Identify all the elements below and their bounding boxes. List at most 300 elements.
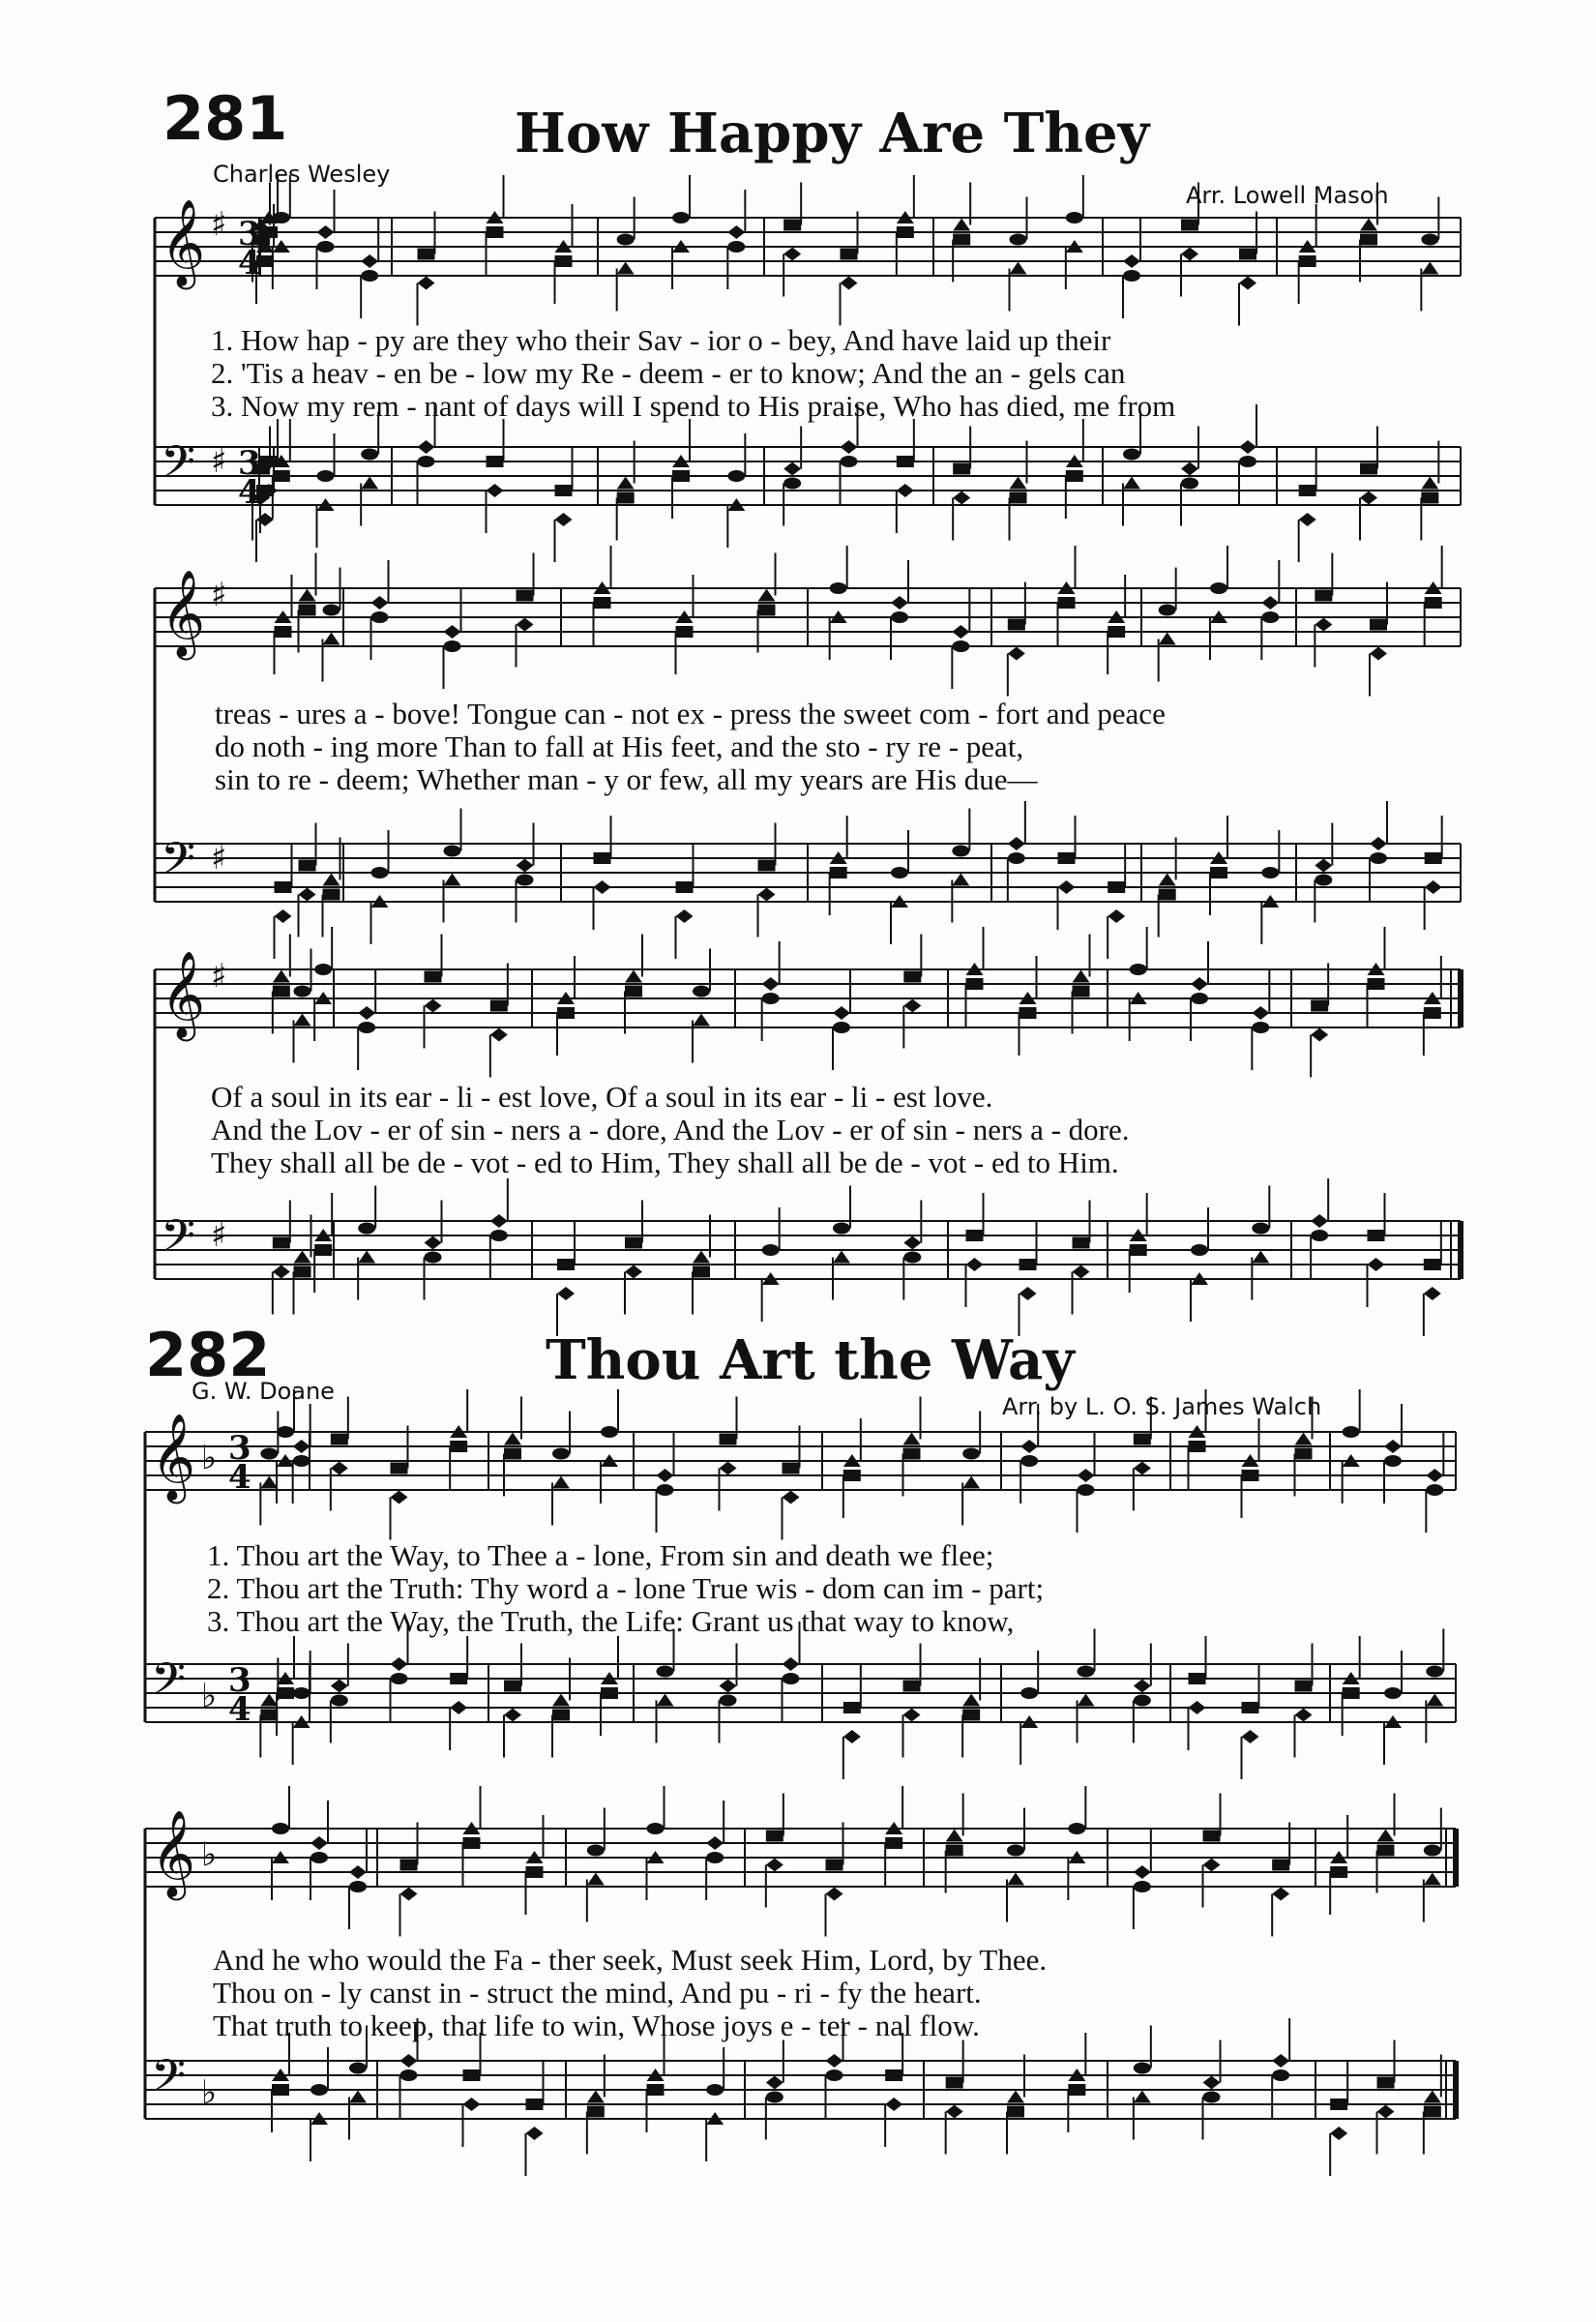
note-head	[830, 867, 847, 878]
note-head	[273, 970, 290, 983]
treble-clef-icon: 𝄞	[161, 951, 206, 1038]
note-head	[833, 1022, 850, 1033]
note-head	[1189, 1701, 1206, 1714]
note-head	[903, 1681, 921, 1692]
note-head	[1134, 2091, 1151, 2103]
note-head	[946, 2077, 963, 2089]
note-head	[727, 225, 745, 239]
note-head	[463, 1837, 481, 1849]
note-head	[783, 248, 801, 261]
note-head	[293, 1440, 310, 1453]
hymn-282-sys2-verse-2: Thou on - ly canst in - struct the mind, And pu - ri - fy the heart.	[213, 1976, 982, 2009]
note-head	[625, 970, 642, 983]
note-head	[1159, 889, 1176, 901]
note-head	[1421, 477, 1438, 490]
note-head	[1007, 2106, 1024, 2118]
note-head	[966, 1230, 984, 1241]
note-head	[1058, 597, 1076, 609]
note-head	[1425, 852, 1442, 864]
note-head	[504, 1433, 521, 1445]
note-head	[273, 212, 290, 223]
note-head	[400, 2069, 418, 2081]
note-head	[625, 1237, 642, 1249]
note-head	[1130, 964, 1147, 975]
note-head	[490, 1000, 508, 1012]
note-head	[966, 1258, 984, 1271]
note-head	[891, 596, 908, 610]
note-head	[450, 1701, 467, 1714]
note-head	[317, 470, 335, 482]
note-head	[1189, 1441, 1206, 1452]
flat-icon: ♭	[201, 1439, 218, 1477]
note-head	[349, 1865, 367, 1879]
note-head	[1252, 1022, 1269, 1033]
note-head	[903, 1709, 921, 1722]
note-head	[1295, 1448, 1313, 1460]
note-head	[1272, 1888, 1289, 1901]
note-head	[557, 1259, 575, 1270]
note-head	[1159, 874, 1176, 886]
bass-clef-icon: 𝄢	[161, 436, 196, 499]
note-head	[1343, 1687, 1360, 1699]
note-head	[1123, 254, 1140, 268]
note-head	[331, 1680, 348, 1693]
note-head	[425, 1252, 442, 1264]
note-head	[557, 1287, 575, 1300]
staves-layer	[145, 218, 1461, 2119]
note-head	[361, 477, 378, 490]
note-head	[273, 1237, 290, 1249]
note-head	[391, 1657, 408, 1671]
note-head	[1058, 880, 1076, 894]
note-head	[952, 640, 969, 652]
note-head	[314, 964, 332, 975]
note-head	[841, 456, 858, 467]
hymn-282-number: 282	[145, 1320, 271, 1390]
note-head	[444, 625, 461, 639]
note-head	[1272, 2054, 1289, 2068]
note-head	[672, 212, 690, 223]
note-head	[1203, 1859, 1221, 1872]
note-head	[706, 1852, 724, 1863]
note-head	[720, 1695, 737, 1707]
note-head	[897, 484, 914, 497]
note-head	[400, 1888, 418, 1901]
note-head	[1189, 1673, 1206, 1684]
note-head	[1424, 1287, 1441, 1300]
note-head	[833, 1006, 850, 1020]
note-head	[1239, 277, 1256, 290]
note-head	[1360, 491, 1377, 505]
hymn-282-title: Thou Art the Way	[546, 1328, 1075, 1392]
note-head	[783, 220, 801, 231]
note-head	[1008, 619, 1025, 631]
note-head	[1426, 1694, 1443, 1707]
note-head	[1108, 881, 1125, 893]
note-head	[1203, 2076, 1221, 2090]
note-head	[766, 1859, 783, 1872]
note-head	[294, 1266, 311, 1278]
time-signature-top: 3	[228, 1661, 251, 1700]
note-head	[1159, 605, 1176, 616]
time-signature-bottom: 4	[238, 244, 261, 283]
note-head	[903, 1236, 921, 1250]
note-head	[1424, 1259, 1441, 1270]
note-head	[706, 1836, 724, 1850]
note-head	[693, 1266, 710, 1278]
note-head	[758, 605, 776, 616]
clefs-layer	[151, 199, 226, 2113]
note-head	[1261, 611, 1279, 623]
note-head	[1210, 867, 1227, 878]
note-head	[833, 1223, 850, 1235]
note-head	[1426, 1484, 1443, 1496]
note-head	[490, 1230, 508, 1241]
note-head	[1384, 1687, 1402, 1699]
note-head	[946, 1845, 963, 1857]
note-head	[1010, 477, 1027, 490]
note-head	[826, 2069, 843, 2081]
note-head	[1377, 2077, 1395, 2089]
note-head	[1123, 477, 1140, 490]
note-head	[1181, 478, 1198, 490]
note-head	[1315, 859, 1332, 873]
note-head	[953, 491, 970, 505]
note-head	[903, 1433, 921, 1445]
sharp-icon: ♯	[211, 839, 227, 878]
note-head	[952, 625, 969, 639]
note-head	[391, 1491, 408, 1504]
note-head	[693, 1014, 710, 1027]
note-head	[885, 1837, 902, 1849]
note-head	[1181, 220, 1198, 231]
sharp-icon: ♯	[211, 442, 227, 481]
note-head	[758, 888, 776, 902]
note-head	[1368, 978, 1385, 990]
note-head	[762, 993, 780, 1004]
note-head	[358, 1022, 375, 1033]
note-head	[1368, 1258, 1385, 1271]
note-head	[555, 255, 573, 267]
note-head	[299, 589, 316, 602]
note-head	[1311, 1214, 1328, 1228]
note-head	[1073, 1265, 1090, 1279]
note-head	[962, 1694, 980, 1707]
bass-clef-icon: 𝄢	[161, 833, 196, 896]
note-head	[826, 2054, 843, 2068]
note-head	[317, 225, 335, 239]
note-head	[903, 1448, 921, 1460]
note-head	[706, 2084, 724, 2096]
note-head	[783, 478, 801, 490]
note-head	[587, 2106, 605, 2118]
note-head	[594, 597, 611, 609]
treble-clef-icon: 𝄞	[161, 570, 206, 657]
hymn-282-sys2-verse-1: And he who would the Fa - ther seek, Must seek Him, Lord, by Thee.	[213, 1943, 1048, 1977]
hymn-281-number: 281	[163, 83, 288, 154]
note-head	[962, 1476, 980, 1489]
time-signature-bottom: 4	[228, 1458, 251, 1497]
note-head	[317, 241, 335, 253]
note-head	[331, 1434, 348, 1445]
note-head	[720, 1462, 737, 1475]
hymn-281-sys3-verse-2: And the Lov - er of sin - ners a - dore, And the Lov - er of sin - ners a - dore.	[211, 1113, 1130, 1146]
note-head	[349, 2091, 367, 2103]
note-head	[418, 249, 435, 260]
time-signature-top: 3	[238, 215, 261, 253]
note-head	[1424, 1007, 1441, 1019]
note-head	[1020, 1287, 1037, 1300]
note-head	[1078, 1694, 1095, 1707]
note-head	[418, 440, 435, 454]
note-head	[490, 1214, 508, 1228]
note-head	[1252, 1006, 1269, 1020]
note-head	[1421, 262, 1438, 275]
note-head	[323, 605, 340, 616]
hymn-282-sys1-verse-1: 1. Thou art the Way, to Thee a - lone, From sin and death we flee;	[207, 1538, 994, 1572]
note-head	[1377, 1830, 1395, 1842]
note-head	[1370, 837, 1387, 850]
note-head	[418, 456, 435, 467]
time-signature-bottom: 4	[238, 473, 261, 512]
note-head	[1239, 249, 1256, 260]
note-head	[601, 1687, 618, 1699]
note-head	[1311, 1000, 1328, 1012]
flat-icon: ♭	[201, 1677, 218, 1715]
note-head	[1252, 1223, 1269, 1235]
note-head	[371, 611, 389, 623]
note-head	[273, 1265, 290, 1279]
note-head	[293, 1455, 310, 1467]
note-head	[1134, 1865, 1151, 1879]
note-head	[1073, 986, 1090, 997]
note-head	[526, 1866, 544, 1878]
note-head	[425, 999, 442, 1013]
note-head	[1134, 1462, 1151, 1475]
note-head	[1020, 1687, 1038, 1699]
note-head	[1134, 1680, 1151, 1693]
note-head	[617, 477, 635, 490]
note-head	[444, 874, 461, 886]
hymn-282-sys2-verse-3: That truth to keep, that life to win, Whose joys e - ter - nal flow.	[213, 2009, 980, 2042]
note-head	[625, 1265, 642, 1279]
note-head	[830, 582, 847, 594]
note-head	[400, 2054, 418, 2068]
note-head	[720, 1680, 737, 1693]
note-head	[1242, 1730, 1259, 1743]
note-head	[841, 440, 858, 454]
note-head	[783, 462, 801, 476]
note-head	[657, 1694, 674, 1707]
note-head	[1159, 633, 1176, 645]
note-head	[625, 986, 642, 997]
note-head	[526, 2127, 544, 2140]
note-head	[293, 1687, 310, 1699]
note-head	[657, 1469, 674, 1482]
bass-clef-icon: 𝄢	[161, 1210, 196, 1273]
hymn-281-sys2-verse-2: do noth - ing more Than to fall at His feet, and the sto - ry re - peat,	[215, 729, 1024, 763]
note-head	[450, 1673, 467, 1684]
note-head	[275, 626, 292, 638]
note-head	[1299, 485, 1316, 496]
note-head	[1007, 1845, 1024, 1857]
note-head	[314, 1244, 332, 1256]
note-head	[962, 1710, 980, 1721]
hymn-281-title: How Happy Are They	[515, 102, 1150, 165]
note-head	[1066, 212, 1083, 223]
note-head	[897, 456, 914, 467]
note-head	[758, 860, 776, 872]
note-head	[1272, 2069, 1289, 2081]
note-head	[841, 277, 858, 290]
hymn-281-sys1-verse-3: 3. Now my rem - nant of days will I spend to His praise, Who has died, me from	[211, 389, 1176, 423]
note-head	[272, 2084, 289, 2096]
note-head	[260, 1710, 278, 1721]
note-head	[310, 2084, 328, 2096]
note-head	[1078, 1469, 1095, 1482]
note-head	[1426, 1469, 1443, 1482]
note-head	[1299, 513, 1316, 526]
note-head	[526, 2099, 544, 2110]
note-head	[1191, 1244, 1208, 1256]
note-head	[1315, 875, 1332, 886]
note-head	[617, 492, 635, 504]
note-head	[1295, 1709, 1313, 1722]
note-head	[1008, 852, 1025, 864]
note-head	[885, 2098, 902, 2111]
note-head	[277, 1426, 294, 1438]
note-head	[766, 2092, 783, 2103]
note-head	[1330, 2127, 1347, 2140]
hymn-282-arranger: Arr. by L. O. S. James Walch	[1002, 1393, 1322, 1420]
note-head	[946, 1830, 963, 1842]
note-head	[294, 1251, 311, 1264]
note-head	[843, 1730, 861, 1743]
note-head	[463, 2069, 481, 2081]
note-head	[1370, 647, 1387, 661]
note-head	[1010, 234, 1027, 246]
note-head	[1377, 1845, 1395, 1857]
note-head	[1295, 1433, 1313, 1445]
note-head	[1421, 492, 1438, 504]
note-head	[676, 909, 694, 923]
note-head	[1368, 1230, 1385, 1241]
note-head	[256, 513, 274, 526]
note-head	[1424, 2091, 1441, 2103]
hymn-281-sys1-verse-1: 1. How hap - py are they who their Sav - ior o - bey, And have laid up their	[211, 323, 1111, 357]
sharp-icon: ♯	[211, 205, 227, 244]
time-signatures-layer	[228, 215, 261, 1729]
note-head	[1295, 1681, 1313, 1692]
note-head	[891, 611, 908, 623]
note-head	[783, 1673, 800, 1684]
note-head	[962, 1448, 980, 1460]
note-head	[843, 1702, 861, 1713]
time-signature-top: 3	[228, 1429, 251, 1468]
note-head	[587, 1873, 605, 1886]
note-head	[1421, 234, 1438, 246]
note-head	[1239, 456, 1256, 467]
note-head	[1210, 582, 1227, 594]
note-head	[783, 1463, 800, 1474]
note-head	[617, 262, 635, 275]
note-head	[299, 888, 316, 902]
note-head	[1130, 1244, 1147, 1256]
note-head	[391, 1463, 408, 1474]
note-head	[762, 977, 780, 991]
note-head	[310, 1852, 328, 1863]
note-head	[617, 234, 635, 246]
note-head	[1370, 619, 1387, 631]
note-head	[552, 1476, 570, 1489]
note-head	[587, 1845, 605, 1857]
note-head	[1425, 880, 1442, 894]
note-head	[1311, 1028, 1328, 1042]
note-head	[1330, 1866, 1347, 1878]
note-head	[1261, 867, 1279, 878]
hymn-281-author: Charles Wesley	[213, 161, 391, 188]
note-head	[594, 880, 611, 894]
note-head	[323, 633, 340, 645]
note-head	[1073, 970, 1090, 983]
note-head	[1377, 2105, 1395, 2119]
note-head	[1078, 1484, 1095, 1496]
note-head	[1134, 1881, 1151, 1892]
note-head	[1203, 1831, 1221, 1842]
bass-clef-icon: 𝄢	[151, 1653, 187, 1716]
note-head	[766, 2076, 783, 2090]
note-head	[1123, 449, 1140, 461]
note-head	[444, 846, 461, 857]
note-head	[1311, 1230, 1328, 1241]
note-head	[952, 874, 969, 886]
note-head	[361, 254, 378, 268]
bass-clef-icon: 𝄢	[151, 2050, 187, 2113]
note-head	[1007, 1873, 1024, 1886]
note-head	[323, 889, 340, 901]
hymn-281-sys2-verse-1: treas - ures a - bove! Tongue can - not ex - press the sweet com - fort and peace	[215, 697, 1166, 730]
hymn-281-sys1-verse-2: 2. 'Tis a heav - en be - low my Re - deem - er to know; And the an - gels can	[211, 356, 1126, 390]
note-head	[260, 1448, 278, 1460]
note-head	[349, 1881, 367, 1892]
note-head	[1066, 470, 1083, 482]
note-head	[517, 859, 534, 873]
note-head	[885, 2069, 902, 2081]
note-head	[952, 846, 969, 857]
note-head	[260, 1476, 278, 1489]
note-head	[1020, 1259, 1037, 1270]
note-head	[1203, 2092, 1221, 2103]
note-head	[358, 1006, 375, 1020]
note-head	[323, 874, 340, 886]
note-head	[487, 484, 504, 497]
note-head	[555, 485, 573, 496]
note-head	[657, 1484, 674, 1496]
note-head	[425, 971, 442, 983]
note-head	[1108, 909, 1125, 923]
note-head	[594, 852, 611, 864]
note-head	[727, 241, 745, 253]
note-head	[1272, 1860, 1289, 1871]
note-head	[1360, 219, 1377, 231]
note-head	[517, 875, 534, 886]
note-head	[676, 626, 694, 638]
note-head	[444, 640, 461, 652]
note-head	[1384, 1455, 1402, 1467]
note-head	[762, 1244, 780, 1256]
note-head	[672, 470, 690, 482]
note-head	[1020, 1455, 1038, 1467]
